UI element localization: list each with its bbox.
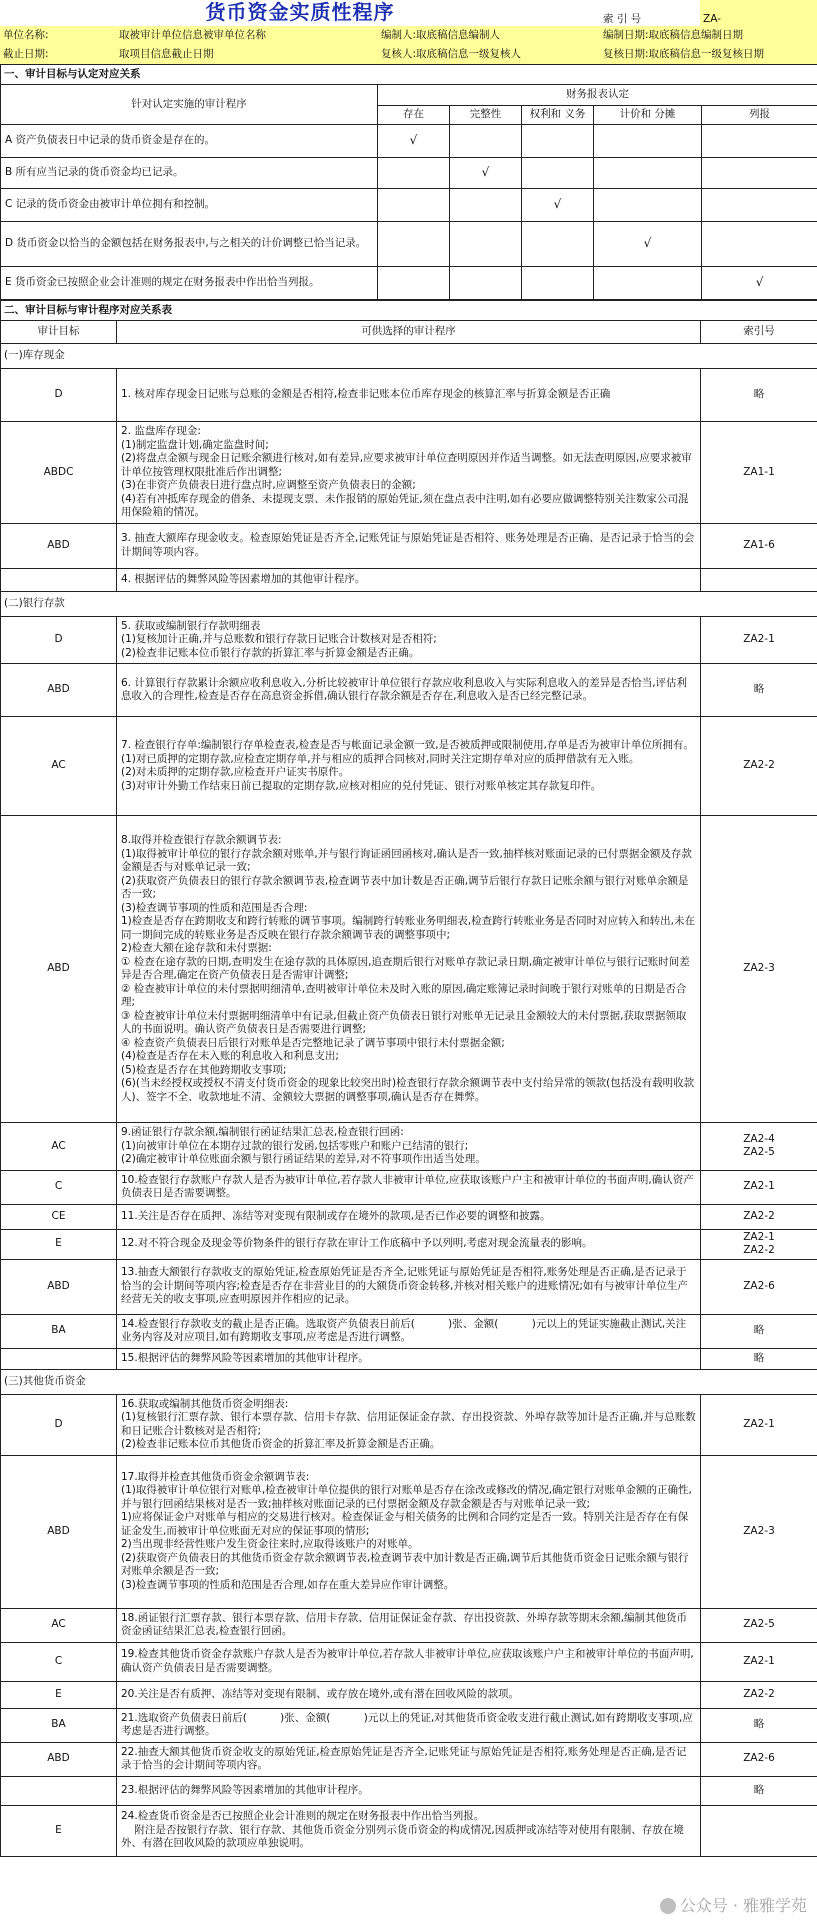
reference-index[interactable]: 略 xyxy=(701,1708,817,1742)
audit-goal: AC xyxy=(1,1608,117,1642)
procedure-text: 16.获取或编制其他货币资金明细表: (1)复核银行汇票存款、银行本票存款、信用卡存款、信用证保证金存款、存出投资款、外埠存款等加计是否正确,并与总账数和日记账合计数核对是否相符; (2)检查非记账本位币其他货币资金的折算汇率及折算金额是否正确。 xyxy=(117,1394,701,1455)
procedure-text: 6. 计算银行存款累计余额应收利息收入,分析比较被审计单位银行存款应收利息收入与实际利息收入的差异是否恰当,评估利息收入的合理性,检查是否存在高息资金拆借,确认银行存款余额是否存在,利息收入是否已经完整记录。 xyxy=(117,664,701,717)
assertion-check-cell xyxy=(522,125,594,158)
procedure-row xyxy=(1,1642,817,1681)
preparer-value: 取底稿信息编制人 xyxy=(416,28,501,41)
reference-index[interactable]: 略 xyxy=(701,664,817,717)
procedure-text: 23.根据评估的舞弊风险等因素增加的其他审计程序。 xyxy=(117,1776,701,1805)
reference-index[interactable]: ZA1-6 xyxy=(701,523,817,568)
preparer-cell[interactable] xyxy=(378,26,600,45)
assertion-text: C 记录的货币资金由被审计单位拥有和控制。 xyxy=(1,189,378,222)
procedure-text: 14.检查银行存款收支的截止是否正确。选取资产负债表日前后( )张、金额( )元以上的凭证实施截止测试,关注业务内容及对应项目,如有跨期收支事项,应考虑是否进行调整。 xyxy=(117,1314,701,1348)
assertion-check-cell xyxy=(702,158,817,189)
assertion-check-cell xyxy=(378,267,450,300)
procedure-row xyxy=(1,816,817,1123)
audit-goal: E xyxy=(1,1805,117,1856)
audit-goal: ABDC xyxy=(1,422,117,524)
audit-goal: E xyxy=(1,1681,117,1708)
reviewer-cell[interactable] xyxy=(378,45,600,64)
reference-index[interactable]: ZA2-3 xyxy=(701,816,817,1123)
procedure-row xyxy=(1,1805,817,1856)
procedure-text: 18.函证银行汇票存款、银行本票存款、信用卡存款、信用证保证金存款、存出投资款、外埠存款等期末余额,编制其他货币资金函证结果汇总表,检查银行回函。 xyxy=(117,1608,701,1642)
assertion-header: 列报 xyxy=(702,106,817,125)
procedure-text: 15.根据评估的舞弊风险等因素增加的其他审计程序。 xyxy=(117,1348,701,1369)
procedure-row xyxy=(1,523,817,568)
assertion-check-cell xyxy=(594,189,702,222)
audit-goal: ABD xyxy=(1,816,117,1123)
procedure-text: 13.抽查大额银行存款收支的原始凭证,检查原始凭证是否齐全,记账凭证与原始凭证是否相符,账务处理是否正确,是否记录于恰当的会计期间等项内容;检查是否存在非营业目的的大额货币资金转移,并核对相关账户的进账情况;如有与被审计单位生产经营无关的收支事项,应查明原因并作相应的记录。 xyxy=(117,1259,701,1314)
audit-goal: CE xyxy=(1,1204,117,1229)
procedure-text: 5. 获取或编制银行存款明细表 (1)复核加计正确,并与总账数和银行存款日记账合计数核对是否相符; (2)检查非记账本位币银行存款的折算汇率与折算金额是否正确。 xyxy=(117,616,701,664)
procedure-row xyxy=(1,1742,817,1776)
section2-title: 二、审计目标与审计程序对应关系表 xyxy=(1,301,817,321)
procedure-row xyxy=(1,369,817,422)
procedure-row xyxy=(1,1170,817,1204)
col-procedure-header: 针对认定实施的审计程序 xyxy=(1,85,378,125)
prep-date-value: 取底稿信息编制日期 xyxy=(648,28,744,41)
procedure-row xyxy=(1,717,817,816)
assertion-check-cell xyxy=(594,125,702,158)
reference-index[interactable]: ZA2-3 xyxy=(701,1455,817,1608)
procedure-row xyxy=(1,1259,817,1314)
procedure-row xyxy=(1,1455,817,1608)
assertion-header: 计价和 分摊 xyxy=(594,106,702,125)
assertion-check-cell xyxy=(378,158,450,189)
reviewer-value: 取底稿信息一级复核人 xyxy=(416,47,522,60)
assertion-check-cell xyxy=(522,222,594,267)
prep-date-cell[interactable] xyxy=(600,26,817,45)
assertion-text: B 所有应当记录的货币资金均已记录。 xyxy=(1,158,378,189)
assertion-table xyxy=(0,64,817,300)
reference-index[interactable]: ZA1-1 xyxy=(701,422,817,524)
audit-goal: ABD xyxy=(1,664,117,717)
reference-index[interactable]: ZA2-4 ZA2-5 xyxy=(701,1123,817,1171)
ref-value[interactable]: ZA- xyxy=(700,0,817,26)
audit-goal: D xyxy=(1,616,117,664)
group-title: (二)银行存款 xyxy=(1,591,817,616)
group-header-row xyxy=(1,1369,817,1394)
procedure-text: 20.关注是否有质押、冻结等对变现有限制、或存放在境外,或有潜在回收风险的款项。 xyxy=(117,1681,701,1708)
procedure-text: 2. 监盘库存现金: (1)制定监盘计划,确定监盘时间; (2)将盘点金额与现金日记账余额进行核对,如有差异,应要求被审计单位查明原因并作适当调整。如无法查明原因,应要求被审计单位按管理权限批准后作出调整; (3)在非资产负债表日进行盘点时,应调整至资产负债表日的金额; (4)若有冲抵库存现金的借条、未提现支票、未作报销的原始凭证,须在盘点表中注明,如有必要应做调整特别关注数家公司混用保险箱的情况。 xyxy=(117,422,701,524)
procedure-row xyxy=(1,1394,817,1455)
review-date-cell[interactable] xyxy=(600,45,817,64)
check-mark: √ xyxy=(450,158,522,189)
assertion-header: 权利和 义务 xyxy=(522,106,594,125)
procedure-row xyxy=(1,1229,817,1259)
group-title: (一)库存现金 xyxy=(1,344,817,369)
ref-label: 索 引 号 xyxy=(603,12,642,25)
assertion-header: 完整性 xyxy=(450,106,522,125)
reference-index[interactable]: ZA2-6 xyxy=(701,1742,817,1776)
col-procedures-header: 可供选择的审计程序 xyxy=(117,321,701,344)
procedure-row xyxy=(1,1314,817,1348)
audit-goal: E xyxy=(1,1229,117,1259)
assertion-check-cell xyxy=(378,222,450,267)
procedure-text: 9.函证银行存款余额,编制银行函证结果汇总表,检查银行回函: (1)向被审计单位在本期存过款的银行发函,包括零账户和账户已结清的银行; (2)确定被审计单位账面余额与银行函证结果的差异,对不符事项作出适当处理。 xyxy=(117,1123,701,1171)
procedure-row xyxy=(1,1608,817,1642)
cutoff-label: 截止日期: xyxy=(0,45,116,64)
reference-index[interactable]: ZA2-1 xyxy=(701,1642,817,1681)
audit-goal: AC xyxy=(1,717,117,816)
procedure-row xyxy=(1,1348,817,1369)
unit-value[interactable]: 取被审计单位信息被审单位名称 xyxy=(116,26,378,45)
assertion-row xyxy=(1,267,817,300)
procedure-text: 21.选取资产负债表日前后( )张、金额( )元以上的凭证,对其他货币资金收支进行截止测试,如有跨期收支事项,应考虑是否进行调整。 xyxy=(117,1708,701,1742)
procedure-text: 3. 抽查大额库存现金收支。检查原始凭证是否齐全,记账凭证与原始凭证是否相符、账务处理是否正确、是否记录于恰当的会计期间等项内容。 xyxy=(117,523,701,568)
reference-index[interactable]: ZA2-6 xyxy=(701,1259,817,1314)
cutoff-value[interactable]: 取项目信息截止日期 xyxy=(116,45,378,64)
procedure-text: 4. 根据评估的舞弊风险等因素增加的其他审计程序。 xyxy=(117,568,701,591)
procedure-text: 8.取得并检查银行存款余额调节表: (1)取得被审计单位的银行存款余额对账单,并与银行询证函回函核对,确认是否一致,抽样核对账面记录的已付票据金额及存款金额是否与对账单记录一致; (2)获取资产负债表日的银行存款余额调节表,检查调节表中加计数是否正确,调节后银行存款日记账余额与银行对账单余额是否一致; (3)检查调节事项的性质和范围是否合理: 1)检查是否存在跨期收支和跨行转账的调节事项。编制跨行转账业务明细表,检查跨行转账业务是否同时对应转入和转出,未在同一期间完成的转账业务是否反映在银行存款余额调节表的调整事项中; 2)检查大额在途存款和未付票据: ① 检查在途存款的日期,查明发生在途存款的具体原因,追查期后银行对账单存款记录日期,确定被审计单位与银行记账时间差异是否合理,确定在资产负债表日是否需审计调整; ② 检查被审计单位的未付票据明细清单,查明被审计单位未及时入账的原因,确定账簿记录时间晚于银行对账单的日期是否合理; ③ 检查被审计单位未付票据明细清单中有记录,但截止资产负债表日银行对账单无记录且金额较大的未付票据,获取票据领取人的书面说明。确认资产负债表日是否需要进行调整; ④ 检查资产负债表日后银行对账单是否完整地记录了调节事项中银行未付票据金额; (4)检查是否存在未入账的利息收入和利息支出; (5)检查是否存在其他跨期收支事项; (6)(当未经授权或授权不清支付货币资金的现象比较突出时)检查银行存款余额调节表中支付给异常的领款(包括没有载明收款人)、签字不全、收款地址不清、金额较大票据的调整事项,确认是否存在舞弊。 xyxy=(117,816,701,1123)
reference-index[interactable]: 略 xyxy=(701,1348,817,1369)
review-date-value: 取底稿信息一级复核日期 xyxy=(648,47,765,60)
assertion-header: 存在 xyxy=(378,106,450,125)
assertion-check-cell xyxy=(522,158,594,189)
reference-index[interactable]: ZA2-1 xyxy=(701,1394,817,1455)
watermark xyxy=(660,1898,807,1914)
reference-index[interactable]: ZA2-1 xyxy=(701,1170,817,1204)
col-goal-header: 审计目标 xyxy=(1,321,117,344)
reference-index[interactable]: 略 xyxy=(701,1314,817,1348)
assertion-check-cell xyxy=(702,125,817,158)
review-date-label: 复核日期: xyxy=(603,47,649,60)
procedure-table xyxy=(0,300,817,1857)
audit-goal: ABD xyxy=(1,1259,117,1314)
audit-goal: ABD xyxy=(1,523,117,568)
procedure-text: 7. 检查银行存单:编制银行存单检查表,检查是否与帐面记录金额一致,是否被质押或限制使用,存单是否为被审计单位所拥有。 (1)对已质押的定期存款,应检查定期存单,并与相应的质押合同核对,同时关注定期存单对应的质押借款有无入账。 (2)对未质押的定期存款,应检查开户证实书原件。 (3)对审计外勤工作结束日前已提取的定期存款,应核对相应的兑付凭证、银行对账单核定其存款复印件。 xyxy=(117,717,701,816)
assertion-check-cell xyxy=(522,267,594,300)
audit-goal: D xyxy=(1,1394,117,1455)
audit-goal: BA xyxy=(1,1314,117,1348)
audit-goal: C xyxy=(1,1642,117,1681)
col-ref-header: 索引号 xyxy=(701,321,817,344)
unit-label: 单位名称: xyxy=(0,26,116,45)
assertion-row xyxy=(1,158,817,189)
procedure-row xyxy=(1,568,817,591)
wechat-icon xyxy=(660,1898,676,1914)
prep-date-label: 编制日期: xyxy=(603,28,649,41)
header-table xyxy=(0,0,817,64)
watermark-text: 公众号 · 雅雅学苑 xyxy=(679,1896,807,1915)
col-assertion-group: 财务报表认定 xyxy=(378,85,817,106)
section1-title: 一、审计目标与认定对应关系 xyxy=(1,65,817,85)
reference-index[interactable]: 略 xyxy=(701,1776,817,1805)
check-mark: √ xyxy=(702,267,817,300)
assertion-check-cell xyxy=(594,158,702,189)
procedure-text: 17.取得并检查其他货币资金余额调节表: (1)取得被审计单位银行对账单,检查被审计单位提供的银行对账单是否存在涂改或修改的情况,确定银行对账单金额的正确性,并与银行回函结果核对是否一致;抽样核对账面记录的已付票据金额及存款金额是否与对账单记录一致; 1)应将保证金户对账单与相应的交易进行核对。检查保证金与相关债务的比例和合同约定是否一致。特别关注是否存在有保证金发生,而被审计单位账面无对应的保证事项的情形; 2)当出现非经营性账户发生资金往来时,应取得该账户的对账单。 (2)获取资产负债表日的其他货币资金存款余额调节表,检查调节表中加计数是否正确,调节后其他货币资金日记账余额与银行对账单余额是否一致; (3)检查调节事项的性质和范围是否合理,如存在重大差异应作审计调整。 xyxy=(117,1455,701,1608)
audit-goal: ABD xyxy=(1,1455,117,1608)
reference-index[interactable]: ZA2-2 xyxy=(701,1681,817,1708)
audit-goal xyxy=(1,568,117,591)
check-mark: √ xyxy=(522,189,594,222)
reference-index[interactable]: ZA2-1 xyxy=(701,616,817,664)
check-mark: √ xyxy=(378,125,450,158)
assertion-check-cell xyxy=(450,222,522,267)
procedure-row xyxy=(1,616,817,664)
assertion-check-cell xyxy=(702,222,817,267)
group-header-row xyxy=(1,591,817,616)
assertion-text: E 货币资金已按照企业会计准则的规定在财务报表中作出恰当列报。 xyxy=(1,267,378,300)
procedure-text: 24.检查货币资金是否已按照企业会计准则的规定在财务报表中作出恰当列报。 附注是否按银行存款、银行存款、其他货币资金分别列示货币资金的构成情况,因质押或冻结等对使用有限制、存放在境外、有潜在回收风险的款项应单独说明。 xyxy=(117,1805,701,1856)
assertion-row xyxy=(1,125,817,158)
reference-index[interactable]: 略 xyxy=(701,369,817,422)
reference-index[interactable]: ZA2-2 xyxy=(701,1204,817,1229)
assertion-row xyxy=(1,222,817,267)
procedure-text: 10.检查银行存款账户存款人是否为被审计单位,若存款人非被审计单位,应获取该账户户主和被审计单位的书面声明,确认资产负债表日是否需要调整。 xyxy=(117,1170,701,1204)
procedure-row xyxy=(1,1123,817,1171)
assertion-text: D 货币资金以恰当的金额包括在财务报表中,与之相关的计价调整已恰当记录。 xyxy=(1,222,378,267)
procedure-text: 22.抽查大额其他货币资金收支的原始凭证,检查原始凭证是否齐全,记账凭证与原始凭证是否相符,账务处理是否正确,是否记录于恰当的会计期间等项内容。 xyxy=(117,1742,701,1776)
check-mark: √ xyxy=(594,222,702,267)
procedure-row xyxy=(1,1776,817,1805)
procedure-row xyxy=(1,422,817,524)
procedure-row xyxy=(1,1204,817,1229)
page-title: 货币资金实质性程序 xyxy=(205,0,395,25)
audit-goal: C xyxy=(1,1170,117,1204)
reference-index[interactable] xyxy=(701,1805,817,1856)
assertion-check-cell xyxy=(450,267,522,300)
procedure-text: 11.关注是否存在质押、冻结等对变现有限制或存在境外的款项,是否已作必要的调整和披露。 xyxy=(117,1204,701,1229)
reference-index[interactable]: ZA2-2 xyxy=(701,717,817,816)
audit-goal: BA xyxy=(1,1708,117,1742)
assertion-check-cell xyxy=(450,189,522,222)
reference-index[interactable]: ZA2-1 ZA2-2 xyxy=(701,1229,817,1259)
assertion-text: A 资产负债表日中记录的货币资金是存在的。 xyxy=(1,125,378,158)
reviewer-label: 复核人: xyxy=(381,47,417,60)
assertion-check-cell xyxy=(450,125,522,158)
assertion-check-cell xyxy=(594,267,702,300)
assertion-row xyxy=(1,189,817,222)
assertion-check-cell xyxy=(378,189,450,222)
audit-goal: AC xyxy=(1,1123,117,1171)
procedure-row xyxy=(1,1681,817,1708)
preparer-label: 编制人: xyxy=(381,28,417,41)
procedure-text: 1. 核对库存现金日记账与总账的金额是否相符,检查非记账本位币库存现金的核算汇率与折算金额是否正确 xyxy=(117,369,701,422)
procedure-row xyxy=(1,1708,817,1742)
audit-goal: D xyxy=(1,369,117,422)
reference-index[interactable] xyxy=(701,568,817,591)
reference-index[interactable]: ZA2-5 xyxy=(701,1608,817,1642)
audit-goal xyxy=(1,1348,117,1369)
audit-goal xyxy=(1,1776,117,1805)
procedure-text: 12.对不符合现金及现金等价物条件的银行存款在审计工作底稿中予以列明,考虑对现金流量表的影响。 xyxy=(117,1229,701,1259)
audit-goal: ABD xyxy=(1,1742,117,1776)
procedure-text: 19.检查其他货币资金存款账户存款人是否为被审计单位,若存款人非被审计单位,应获取该账户户主和被审计单位的书面声明,确认资产负债表日是否需要调整。 xyxy=(117,1642,701,1681)
assertion-check-cell xyxy=(702,189,817,222)
group-header-row xyxy=(1,344,817,369)
procedure-row xyxy=(1,664,817,717)
group-title: (三)其他货币资金 xyxy=(1,1369,817,1394)
